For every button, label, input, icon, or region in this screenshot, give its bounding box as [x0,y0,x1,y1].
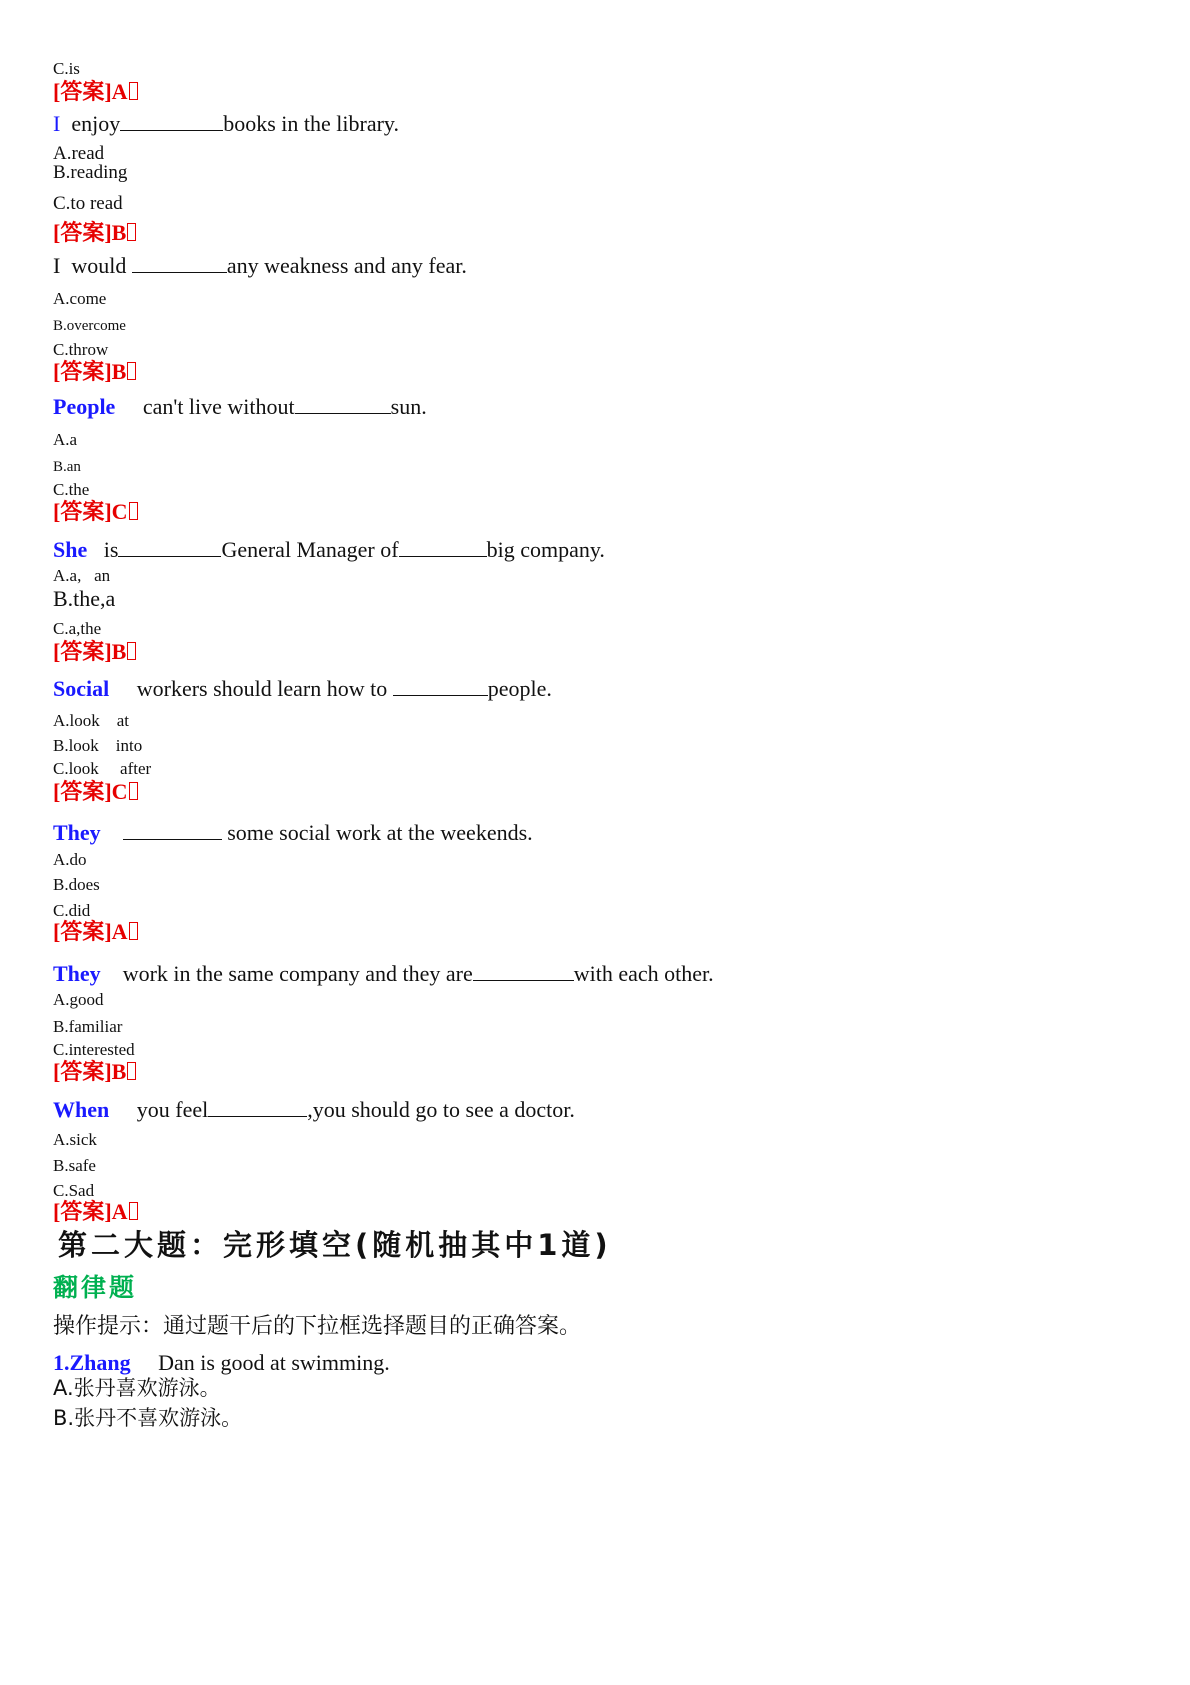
question-2: I would any weakness and any fear. [53,253,467,278]
question-7: They work in the same company and they are with each other. [53,961,714,986]
option-a: A.look at [53,711,130,730]
option-c: C.is [53,59,80,78]
option-c: C.a,the [53,619,102,638]
answer-label: [答案]B [53,222,136,244]
option-b: B.an [53,459,81,475]
answer-label: [答案]C [53,501,138,523]
option-c: C.throw [53,340,109,359]
option-b: B.overcome [53,318,126,334]
operation-tip: 操作提示：通过题干后的下拉框选择题目的正确答案。 [53,1314,582,1339]
option-a: A.张丹喜欢游泳。 [53,1376,221,1400]
option-b: B.张丹不喜欢游泳。 [53,1406,243,1430]
option-b: B.safe [53,1156,96,1175]
option-c: C.the [53,480,90,499]
answer-blank[interactable] [295,395,391,414]
answer-blank[interactable] [399,538,487,557]
answer-blank[interactable] [118,538,221,557]
option-a: A.read [53,143,105,164]
option-c: C.did [53,901,91,920]
option-c: C.to read [53,193,123,214]
answer-label: [答案]A [53,921,138,943]
question-translate-1: 1.Zhang Dan is good at swimming. [53,1350,390,1375]
option-c: C.Sad [53,1181,95,1200]
answer-label: [答案]B [53,1061,136,1083]
option-b: B.familiar [53,1017,123,1036]
section-subtitle: 翻律题 [53,1273,138,1302]
option-c: C.look after [53,759,152,778]
option-c: C.interested [53,1040,135,1059]
question-1: I enjoy books in the library. [53,111,399,136]
option-b: B.does [53,875,100,894]
option-a: A.come [53,289,107,308]
answer-blank[interactable] [208,1098,307,1117]
option-b: B.look into [53,736,143,755]
answer-blank[interactable] [120,112,223,131]
option-a: A.sick [53,1130,97,1149]
option-a: A.good [53,990,104,1009]
question-8: When you feel ,you should go to see a doctor. [53,1097,575,1122]
answer-blank[interactable] [132,254,227,273]
answer-label: [答案]A [53,81,138,103]
option-a: A.do [53,850,87,869]
answer-label: [答案]C [53,781,138,803]
option-b: B.the,a [53,586,116,611]
answer-label: [答案]B [53,641,136,663]
question-4: She is General Manager of big company. [53,537,605,562]
question-3: People can't live without sun. [53,394,427,419]
answer-blank[interactable] [393,677,488,696]
question-6: They some social work at the weekends. [53,820,533,845]
option-a: A.a [53,430,78,449]
option-b: B.reading [53,162,128,183]
answer-label: [答案]A [53,1201,138,1223]
answer-blank[interactable] [123,821,222,840]
question-5: Social workers should learn how to people. [53,676,552,701]
answer-blank[interactable] [473,962,574,981]
option-a: A.a, an [53,566,111,585]
answer-label: [答案]B [53,361,136,383]
section-title: 第二大题：完形填空(随机抽其中1道) [58,1228,612,1262]
